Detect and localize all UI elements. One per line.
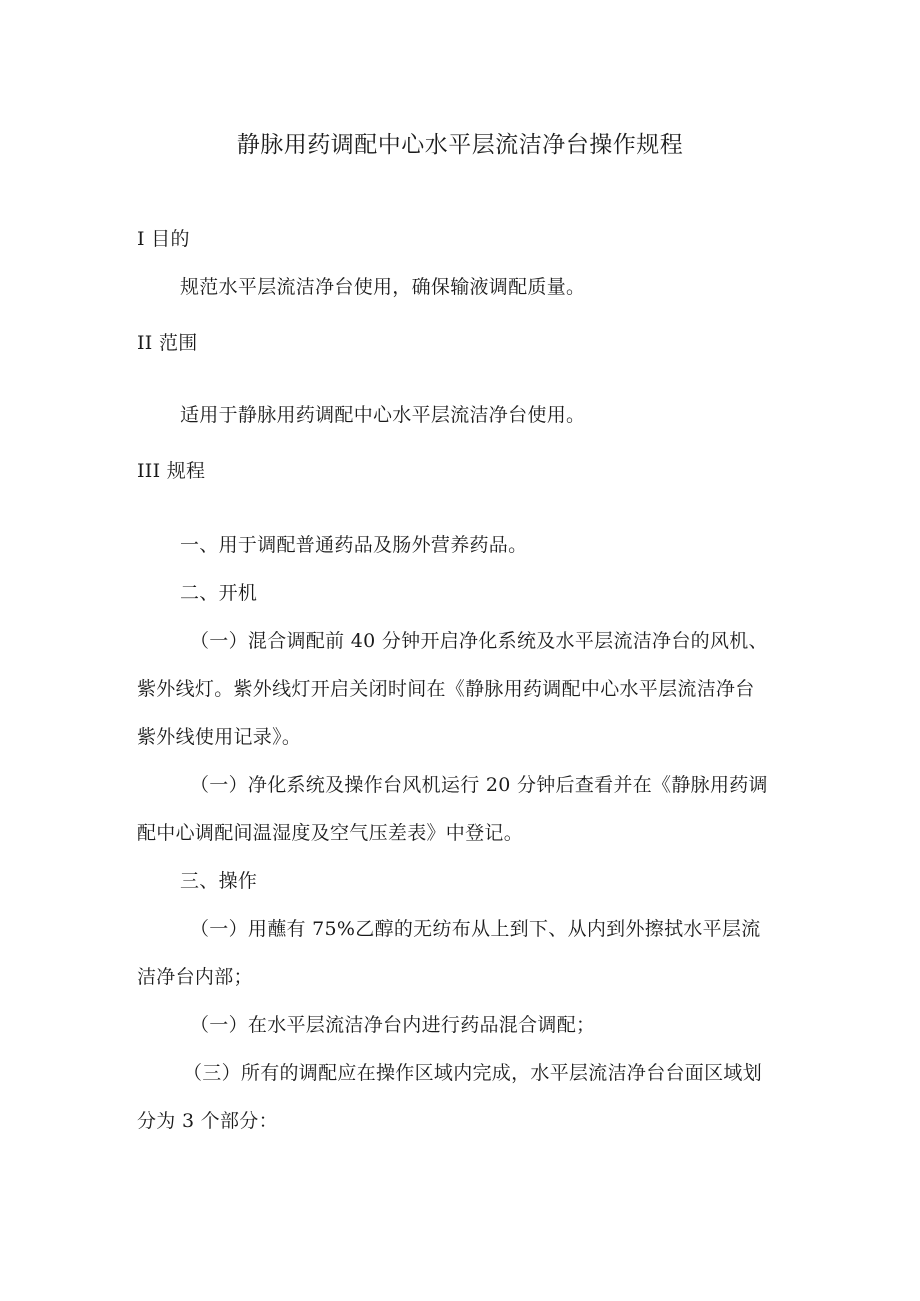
document-title: 静脉用药调配中心水平层流洁净台操作规程 xyxy=(236,132,684,158)
procedure-item-3-sub1-line2: 洁净台内部； xyxy=(137,966,253,988)
section-heading-procedure: III 规程 xyxy=(137,460,206,482)
procedure-item-1: 一、用于调配普通药品及肠外营养药品。 xyxy=(180,534,528,556)
procedure-item-3-sub3-line2: 分为 3 个部分： xyxy=(137,1110,278,1132)
purpose-text: 规范水平层流洁净台使用，确保输液调配质量。 xyxy=(180,276,586,298)
procedure-item-3-sub2-line1: （一）在水平层流洁净台内进行药品混合调配； xyxy=(190,1014,596,1036)
procedure-item-2-sub1-line1: （一）混合调配前 40 分钟开启净化系统及水平层流洁净台的风机、 xyxy=(190,630,768,652)
procedure-item-2-sub2-line1: （一）净化系统及操作台风机运行 20 分钟后查看并在《静脉用药调 xyxy=(190,774,768,796)
procedure-item-3-sub3-line1: （三）所有的调配应在操作区域内完成，水平层流洁净台台面区域划 xyxy=(183,1062,763,1084)
procedure-item-3-sub1-line1: （一）用蘸有 75%乙醇的无纺布从上到下、从内到外擦拭水平层流 xyxy=(190,918,761,940)
procedure-item-2-heading: 二、开机 xyxy=(180,582,258,604)
section-heading-purpose: I 目的 xyxy=(137,228,190,250)
section-heading-scope: II 范围 xyxy=(137,332,198,354)
procedure-item-2-sub1-line2: 紫外线灯。紫外线灯开启关闭时间在《静脉用药调配中心水平层流洁净台 xyxy=(137,678,755,700)
procedure-item-3-heading: 三、操作 xyxy=(180,870,258,892)
procedure-item-2-sub1-line3: 紫外线使用记录》。 xyxy=(137,726,302,748)
scope-text: 适用于静脉用药调配中心水平层流洁净台使用。 xyxy=(180,404,586,426)
procedure-item-2-sub2-line2: 配中心调配间温湿度及空气压差表》中登记。 xyxy=(137,822,524,844)
